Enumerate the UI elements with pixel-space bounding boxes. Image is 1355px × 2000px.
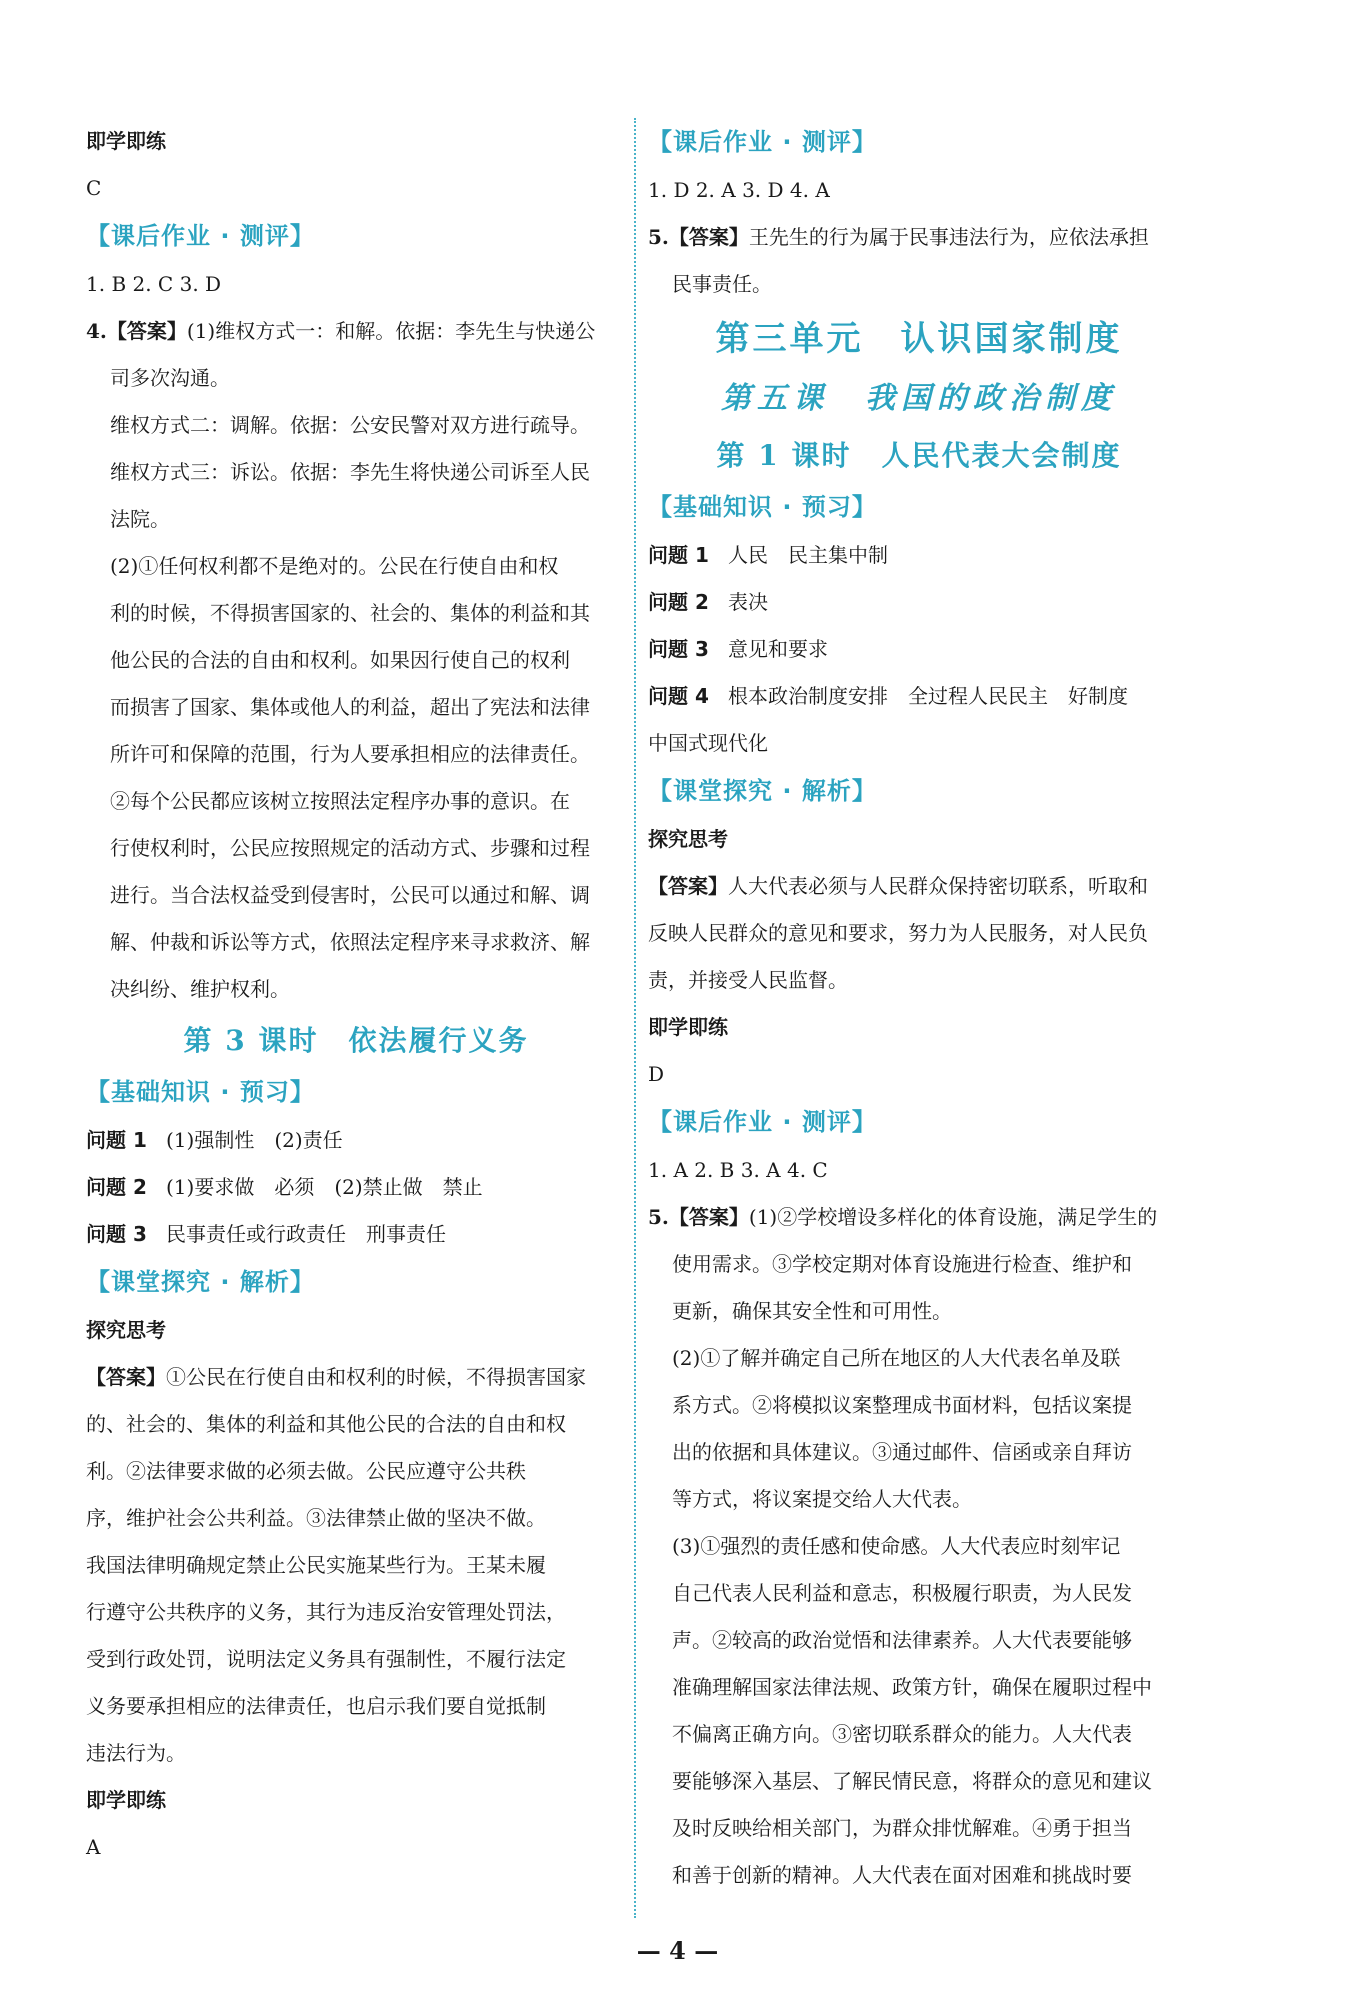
answer-line: 出的依据和具体建议。③通过邮件、信函或亲自拜访 [672, 1440, 1132, 1464]
homework-answers: 1. A 2. B 3. A 4. C [648, 1158, 828, 1182]
question-label: 问题 3 [86, 1222, 147, 1246]
question-label: 问题 3 [648, 637, 709, 661]
course-title: 第五课 我国的政治制度 [721, 381, 1117, 416]
practice-answer: C [86, 176, 102, 200]
question-label: 问题 2 [648, 590, 709, 614]
question-continuation: 中国式现代化 [648, 731, 768, 755]
question-label: 问题 1 [86, 1128, 147, 1152]
question-text: 意见和要求 [728, 637, 828, 661]
answer-line: 民事责任。 [672, 272, 772, 296]
homework-answers: 1. D 2. A 3. D 4. A [648, 178, 830, 202]
practice-answer: D [648, 1062, 665, 1086]
lesson-title: 第 3 课时 依法履行义务 [183, 1024, 529, 1057]
question-item [86, 1211, 626, 1258]
answer-line: 声。②较高的政治觉悟和法律素养。人大代表要能够 [672, 1628, 1132, 1652]
question-item [648, 532, 1190, 579]
answer-line: 责，并接受人民监督。 [648, 968, 848, 992]
answer-line: 受到行政处罚，说明法定义务具有强制性，不履行法定 [86, 1647, 566, 1671]
homework-section-heading: 【课后作业 · 测评】 [86, 222, 315, 250]
answer-line: 人大代表必须与人民群众保持密切联系，听取和 [728, 874, 1148, 898]
unit-title: 第三单元 认识国家制度 [715, 319, 1123, 359]
answer-line: 解、仲裁和诉讼等方式，依照法定程序来寻求救济、解 [110, 930, 590, 954]
answer-line: 使用需求。③学校定期对体育设施进行检查、维护和 [672, 1252, 1132, 1276]
answer-line: (2)①了解并确定自己所在地区的人大代表名单及联 [672, 1346, 1121, 1370]
question-4-answer [86, 308, 626, 1013]
answer-line: 不偏离正确方向。③密切联系群众的能力。人大代表 [672, 1722, 1132, 1746]
answer-line: 决纠纷、维护权利。 [110, 977, 290, 1001]
question-label: 问题 2 [86, 1175, 147, 1199]
explore-answer [648, 863, 1190, 1004]
answer-line: 行使权利时，公民应按照规定的活动方式、步骤和过程 [110, 836, 590, 860]
answer-line: 利的时候，不得损害国家的、社会的、集体的利益和其 [110, 601, 590, 625]
basic-knowledge-heading: 【基础知识 · 预习】 [86, 1078, 315, 1106]
answer-line: 我国法律明确规定禁止公民实施某些行为。王某未履 [86, 1553, 546, 1577]
answer-line: 王先生的行为属于民事违法行为，应依法承担 [748, 225, 1149, 249]
answer-line: 利。②法律要求做的必须去做。公民应遵守公共秩 [86, 1459, 526, 1483]
answer-line: 维权方式三：诉讼。依据：李先生将快递公司诉至人民 [110, 460, 590, 484]
question-item [86, 1117, 626, 1164]
answer-line: 反映人民群众的意见和要求，努力为人民服务，对人民负 [648, 921, 1148, 945]
answer-line: (1)维权方式一：和解。依据：李先生与快递公 [186, 319, 596, 343]
practice-answer: A [86, 1835, 101, 1859]
classroom-explore-heading: 【课堂探究 · 解析】 [86, 1268, 315, 1296]
question-number: 4. [86, 319, 107, 343]
practice-heading: 即学即练 [86, 129, 166, 153]
question-5-answer [648, 1194, 1190, 1899]
left-column [86, 118, 626, 1871]
question-5-answer [648, 214, 1190, 308]
question-label: 问题 1 [648, 543, 709, 567]
answer-tag: 【答案】 [668, 1205, 749, 1229]
question-item [648, 673, 1190, 720]
answer-line: 更新，确保其安全性和可用性。 [672, 1299, 952, 1323]
column-divider [634, 118, 636, 1918]
homework-section-heading: 【课后作业 · 测评】 [648, 128, 877, 156]
homework-answers: 1. B 2. C 3. D [86, 272, 222, 296]
right-column [648, 118, 1190, 1899]
answer-line: 义务要承担相应的法律责任，也启示我们要自觉抵制 [86, 1694, 546, 1718]
answer-line: ②每个公民都应该树立按照法定程序办事的意识。在 [110, 789, 570, 813]
answer-line: 系方式。②将模拟议案整理成书面材料，包括议案提 [672, 1393, 1132, 1417]
answer-line: 而损害了国家、集体或他人的利益，超出了宪法和法律 [110, 695, 590, 719]
answer-line: 所许可和保障的范围，行为人要承担相应的法律责任。 [110, 742, 590, 766]
question-text: (1)强制性 (2)责任 [166, 1128, 343, 1152]
practice-heading: 即学即练 [648, 1015, 728, 1039]
question-text: 人民 民主集中制 [728, 543, 888, 567]
answer-line: ①公民在行使自由和权利的时候，不得损害国家 [166, 1365, 586, 1389]
question-text: (1)要求做 必须 (2)禁止做 禁止 [166, 1175, 483, 1199]
answer-tag: 【答案】 [648, 874, 728, 898]
answer-line: 自己代表人民利益和意志，积极履行职责，为人民发 [672, 1581, 1132, 1605]
answer-line: (3)①强烈的责任感和使命感。人大代表应时刻牢记 [672, 1534, 1121, 1558]
question-text: 表决 [728, 590, 768, 614]
question-item [648, 579, 1190, 626]
answer-line: 违法行为。 [86, 1741, 186, 1765]
question-item [86, 1164, 626, 1211]
answer-line: 行遵守公共秩序的义务，其行为违反治安管理处罚法， [86, 1600, 566, 1624]
question-text: 民事责任或行政责任 刑事责任 [166, 1222, 446, 1246]
page-number: — 4 — [636, 1936, 719, 1965]
answer-tag: 【答案】 [668, 225, 749, 249]
answer-line: 准确理解国家法律法规、政策方针，确保在履职过程中 [672, 1675, 1152, 1699]
answer-line: (2)①任何权利都不是绝对的。公民在行使自由和权 [110, 554, 559, 578]
answer-line: 他公民的合法的自由和权利。如果因行使自己的权利 [110, 648, 570, 672]
lesson-title: 第 1 课时 人民代表大会制度 [716, 439, 1122, 472]
question-number: 5. [648, 1205, 669, 1229]
answer-line: 及时反映给相关部门，为群众排忧解难。④勇于担当 [672, 1816, 1132, 1840]
basic-knowledge-heading: 【基础知识 · 预习】 [648, 493, 877, 521]
answer-line: 司多次沟通。 [110, 366, 230, 390]
answer-line: 法院。 [110, 507, 170, 531]
homework-section-heading: 【课后作业 · 测评】 [648, 1108, 877, 1136]
answer-line: 进行。当合法权益受到侵害时，公民可以通过和解、调 [110, 883, 590, 907]
explore-subheading: 探究思考 [86, 1318, 166, 1342]
answer-line: 的、社会的、集体的利益和其他公民的合法的自由和权 [86, 1412, 566, 1436]
question-item [648, 626, 1190, 673]
answer-tag: 【答案】 [86, 1365, 166, 1389]
question-label: 问题 4 [648, 684, 709, 708]
answer-line: 序，维护社会公共利益。③法律禁止做的坚决不做。 [86, 1506, 546, 1530]
question-number: 5. [648, 225, 669, 249]
question-text: 根本政治制度安排 全过程人民民主 好制度 [728, 684, 1128, 708]
classroom-explore-heading: 【课堂探究 · 解析】 [648, 777, 877, 805]
answer-tag: 【答案】 [106, 319, 187, 343]
explore-answer [86, 1354, 626, 1777]
answer-line: 要能够深入基层、了解民情民意，将群众的意见和建议 [672, 1769, 1152, 1793]
answer-line: 维权方式二：调解。依据：公安民警对双方进行疏导。 [110, 413, 590, 437]
answer-line: 和善于创新的精神。人大代表在面对困难和挑战时要 [672, 1863, 1132, 1887]
explore-subheading: 探究思考 [648, 827, 728, 851]
practice-heading: 即学即练 [86, 1788, 166, 1812]
answer-line: 等方式，将议案提交给人大代表。 [672, 1487, 972, 1511]
answer-line: (1)②学校增设多样化的体育设施，满足学生的 [748, 1205, 1158, 1229]
